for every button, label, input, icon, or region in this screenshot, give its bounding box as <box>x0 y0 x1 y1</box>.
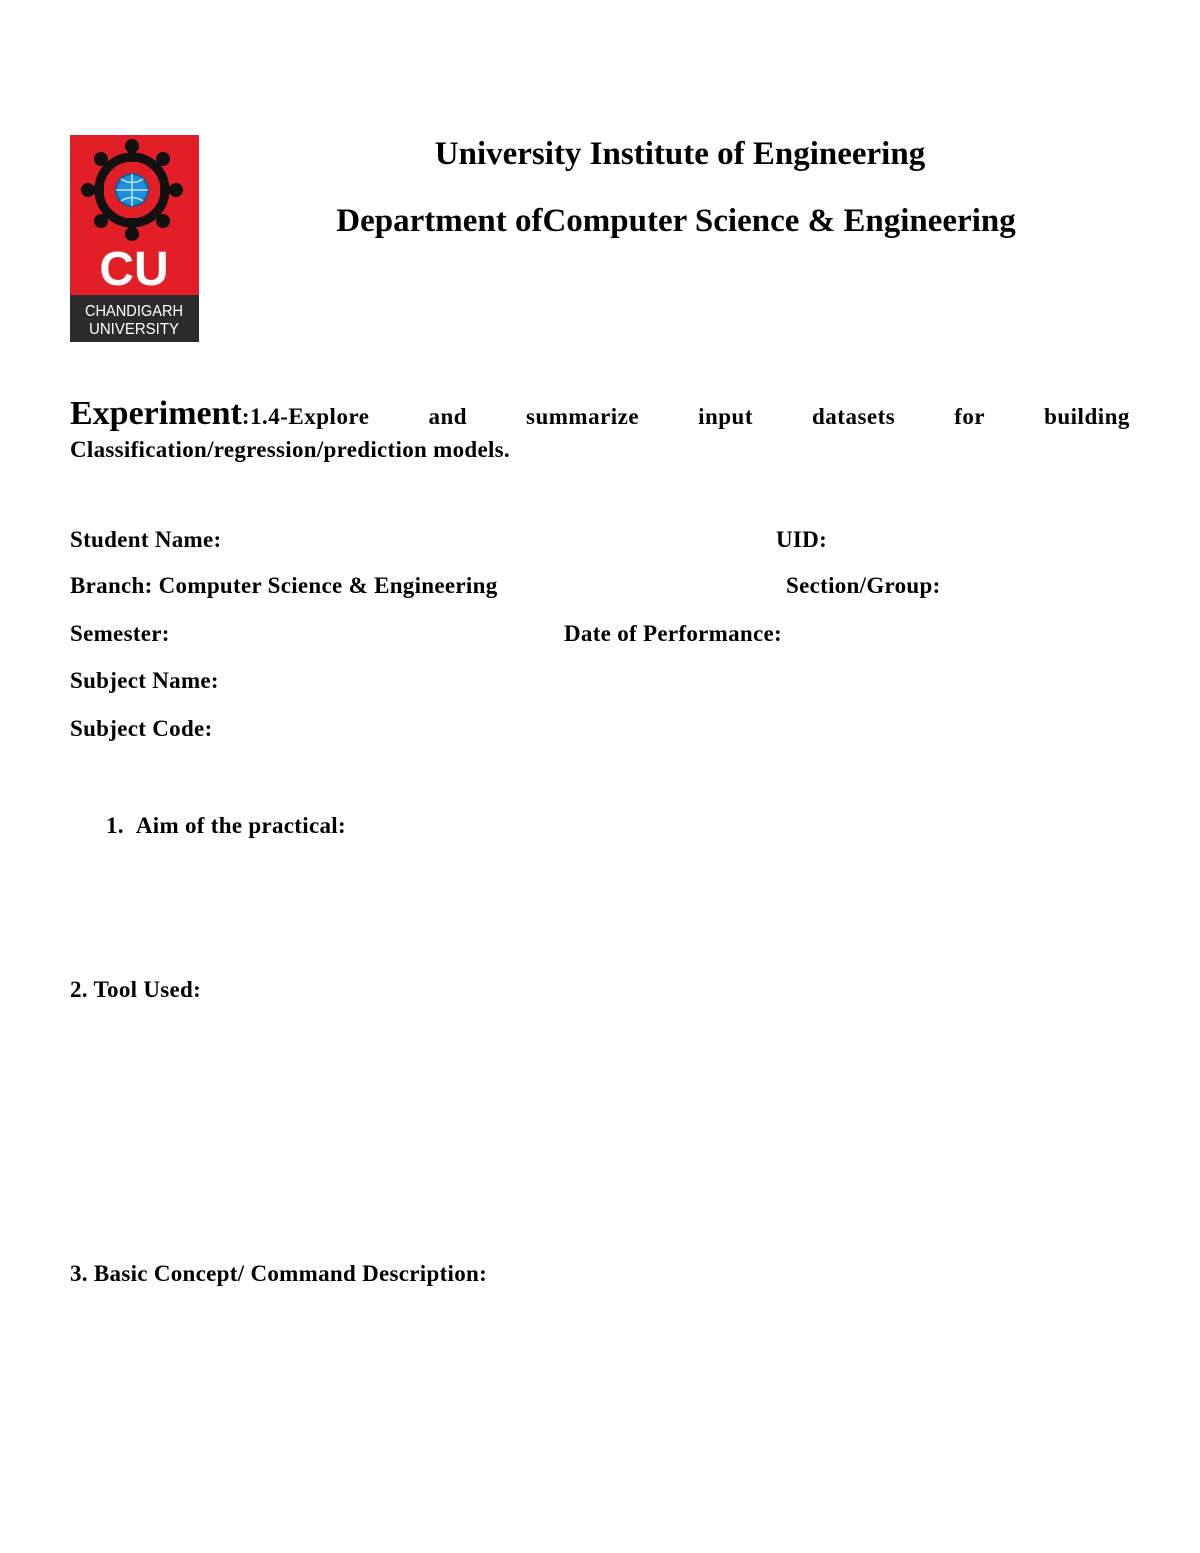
basic-concept-heading: 3. Basic Concept/ Command Description: <box>70 1261 488 1286</box>
experiment-line-2: Classification/regression/prediction models. <box>70 437 510 462</box>
uid-label: UID: <box>776 527 828 552</box>
experiment-block <box>70 395 1130 463</box>
branch-label: Branch: Computer Science & Engineering <box>70 573 498 598</box>
semester-label: Semester: <box>70 621 170 646</box>
institute-title: University Institute of Engineering <box>434 136 926 172</box>
experiment-word: building <box>1044 404 1130 429</box>
logo-cu-text: CU <box>99 243 169 296</box>
aim-number: 1. <box>106 813 124 838</box>
section-group-label: Section/Group: <box>786 573 941 598</box>
experiment-word: input <box>698 404 754 429</box>
tool-used-heading: 2. Tool Used: <box>70 977 202 1002</box>
chandigarh-university-logo <box>70 135 199 342</box>
aim-label: Aim of the practical: <box>135 813 346 838</box>
aim-section-heading <box>106 813 346 839</box>
date-of-performance-label: Date of Performance: <box>564 621 782 646</box>
department-title: Department ofComputer Science & Engineering <box>336 203 1016 239</box>
subject-code-label: Subject Code: <box>70 716 213 741</box>
experiment-heading-group <box>70 395 369 433</box>
experiment-word: datasets <box>812 404 896 429</box>
logo-line2-text: UNIVERSITY <box>89 321 180 338</box>
experiment-word: summarize <box>526 404 640 429</box>
experiment-word: and <box>428 404 468 429</box>
experiment-word: for <box>954 404 986 429</box>
experiment-heading: Experiment <box>70 395 242 432</box>
subject-name-label: Subject Name: <box>70 668 219 693</box>
logo-line1-text: CHANDIGARH <box>85 303 183 320</box>
experiment-line-1 <box>70 395 1130 437</box>
people-ring-icon <box>81 139 183 241</box>
experiment-word: :1.4-Explore <box>241 404 370 429</box>
student-name-label: Student Name: <box>70 527 222 552</box>
